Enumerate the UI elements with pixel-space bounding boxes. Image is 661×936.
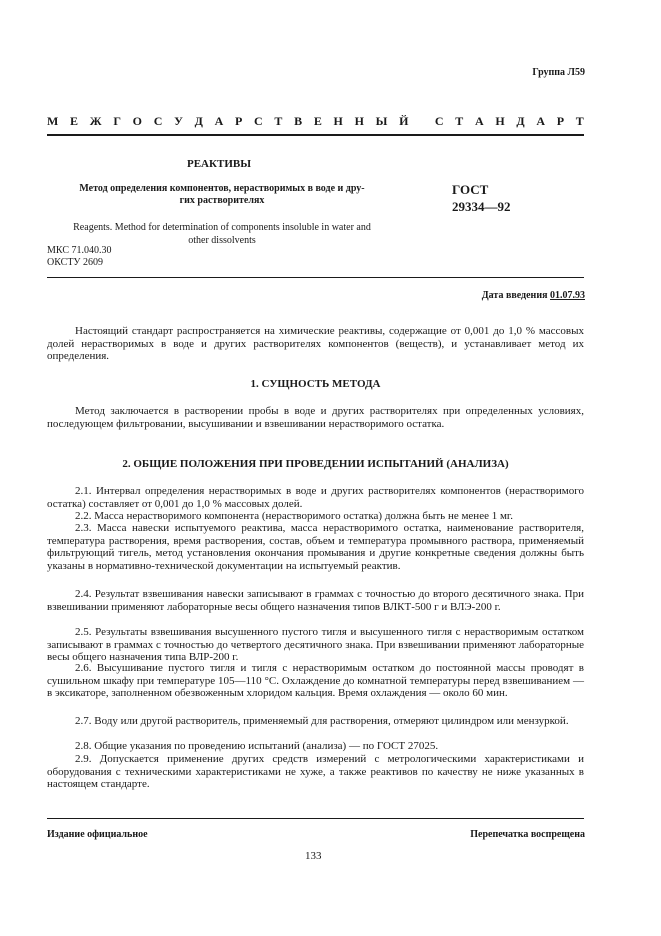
banner-letter: Н [354,114,364,128]
banner-letter: В [294,114,303,128]
banner-letter: О [132,114,143,128]
gost-number: 29334—92 [452,199,511,214]
footer-official-edition: Издание официальное [47,829,148,840]
gost-designation [452,181,511,215]
banner-letter: С [434,114,444,128]
english-title-line: other dissolvents [188,235,256,246]
effective-date [482,290,585,301]
banner-letter: Т [274,114,283,128]
effective-date-label: Дата введения [481,290,548,301]
title-rule [47,277,584,278]
effective-date-value: 01.07.93 [550,290,585,301]
clause-2-6: 2.6. Высушивание пустого тигля и тигля с нерастворимым остатком до постоянной массы проводят в сушильном шкафу при температуре 105—110 °С. Охлаждение до комнатной температуры перед взвешиванием — в эксикаторе, заполненном обезвоженным хлоридом кальция. Время охлаждения — около 60 мин. [47,662,584,699]
banner-letter: Ж [89,114,102,128]
banner-letter: А [214,114,224,128]
document-title: РЕАКТИВЫ [187,158,252,170]
page-number: 133 [305,850,322,862]
banner-letter: Й [399,114,409,128]
banner-letter: Т [575,114,584,128]
banner-letter: М [47,114,59,128]
banner-letter: Ы [375,114,388,128]
document-subtitle [47,183,397,207]
clause-2-3: 2.3. Масса навески испытуемого реактива, масса нерастворимого остатка, наименование растворителя, температура растворения, время растворения, состав, объем и температура промывного раствора, применяемый фильтрующий тигель, метод установления окончания промывания и другие конкретные сведения должны быть указаны в нормативно-технической документации на испытуемый реактив. [47,522,584,572]
mks-code: МКС 71.040.30 [47,245,112,256]
section-1-text: Метод заключается в растворении пробы в воде и других растворителях при определенных условиях, последующем фильтровании, высушивании и взвешивании нерастворимого остатка. [47,405,584,430]
banner-letter: Р [234,114,243,128]
footer-rule [47,818,584,819]
banner-gap [420,114,423,129]
clause-2-7: 2.7. Воду или другой растворитель, применяемый для растворения, отмеряют цилиндром или мензуркой. [75,715,569,727]
banner-letter: А [536,114,546,128]
banner-letter: Н [495,114,505,128]
group-label: Группа Л59 [532,67,585,78]
section-2-heading: 2. ОБЩИЕ ПОЛОЖЕНИЯ ПРИ ПРОВЕДЕНИИ ИСПЫТАНИЙ (АНАЛИЗА) [122,458,509,470]
subtitle-line: Метод определения компонентов, нерастворимых в воде и дру- [79,183,365,194]
banner-letter: Н [333,114,343,128]
footer-reprint-notice: Перепечатка воспрещена [470,829,585,840]
okstu-code: ОКСТУ 2609 [47,257,104,268]
english-title-line: Reagents. Method for determination of components insoluble in water and [73,222,371,233]
header-rule [47,134,584,136]
banner-letter: Г [113,114,121,128]
banner-letter: Д [194,114,203,128]
gost-label: ГОСТ [452,182,489,197]
banner-letter: У [174,114,183,128]
banner-letter: Т [455,114,464,128]
intro-paragraph: Настоящий стандарт распространяется на химические реактивы, содержащие от 0,001 до 1,0 % массовых долей нерастворимых в воде и других растворителях компонентов (веществ), и устанавливает метод их определения. [47,325,584,362]
banner-letter: Е [70,114,79,128]
clause-2-9: 2.9. Допускается применение других средств измерений с метрологическими характеристиками и оборудования с техническими характеристиками не хуже, а также реактивов по качеству не ниже указанных в настоящем стандарте. [47,753,584,790]
banner-letter: Р [556,114,565,128]
banner-letter: Е [313,114,322,128]
clause-2-8: 2.8. Общие указания по проведению испытаний (анализа) — по ГОСТ 27025. [75,740,439,752]
banner-letter: С [254,114,263,128]
clause-2-5: 2.5. Результаты взвешивания высушенного пустого тигля и высушенного тигля с нерастворимым остатком записывают в граммах с точностью до четвертого десятичного знака. При взвешивании применяют лабораторные весы общего назначения типа ВЛР-200 г. [47,626,584,663]
clause-2-1: 2.1. Интервал определения нерастворимых в воде и других растворителях компонентов (нерастворимого остатка) составляет от 0,001 до 1,0 % массовых долей. [47,485,584,510]
subtitle-line: гих растворителях [179,195,265,206]
banner-letter: Д [516,114,525,128]
banner-letter: С [153,114,163,128]
english-title [47,221,397,247]
clause-2-4: 2.4. Результат взвешивания навески записывают в граммах с точностью до второго десятичного знака. При взвешивании применяют лабораторные весы общего назначения типов ВЛКТ-500 г и ВЛЭ-200 г. [47,588,584,613]
clause-2-2: 2.2. Масса нерастворимого компонента (нерастворимого остатка) должна быть не менее 1 мг. [75,510,513,522]
banner-letter: А [474,114,484,128]
standard-banner [47,114,584,129]
section-1-heading: 1. СУЩНОСТЬ МЕТОДА [250,378,381,390]
